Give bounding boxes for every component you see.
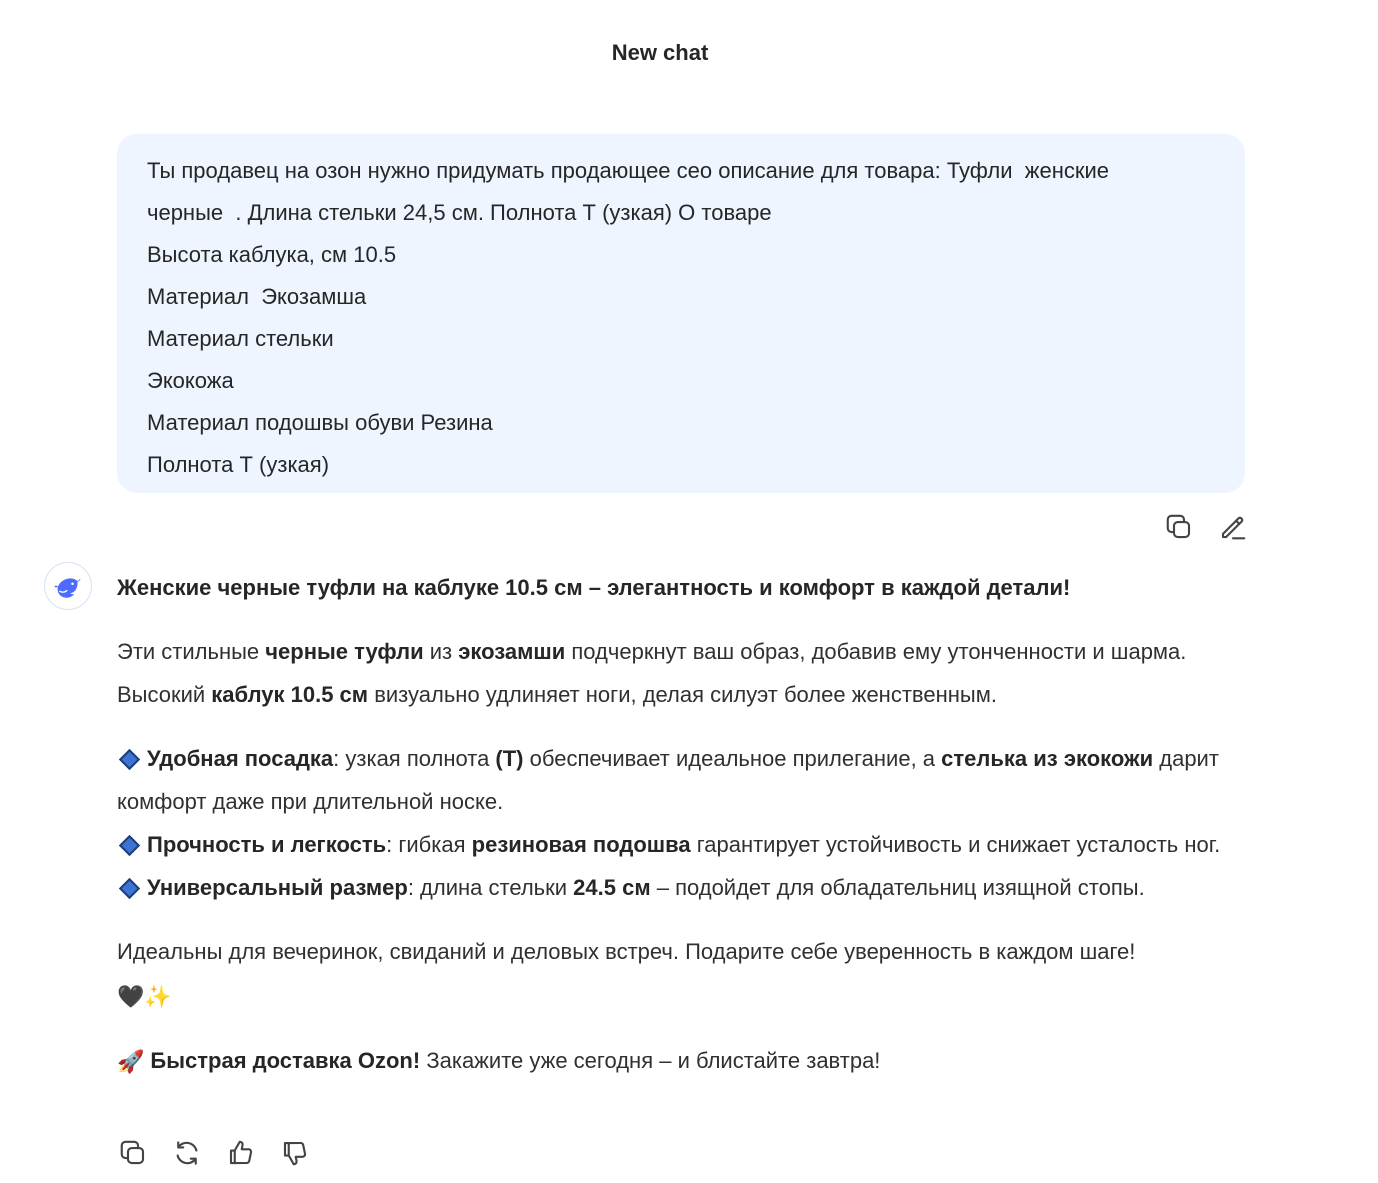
intro-text: из	[423, 639, 459, 664]
assistant-message	[117, 566, 1257, 1083]
intro-text: визуально удлиняет ноги, делая силуэт более женственным.	[368, 682, 997, 707]
assistant-avatar	[44, 562, 92, 610]
user-message-line: Материал стельки	[147, 326, 334, 351]
feature-text: : гибкая	[386, 832, 472, 857]
copy-icon	[1164, 512, 1194, 542]
feature-text: гарантирует устойчивость и снижает усталость ног.	[690, 832, 1221, 857]
user-message-actions	[1162, 510, 1250, 544]
feature-bold: 24.5 см	[573, 875, 651, 900]
rocket-icon: 🚀	[117, 1049, 145, 1075]
page-title: New chat	[611, 40, 709, 65]
feature-bold: резиновая подошва	[471, 832, 691, 857]
feature-bold: стелька из экокожи	[941, 746, 1154, 771]
feature-item	[117, 823, 1257, 866]
dislike-button[interactable]	[278, 1136, 312, 1170]
feature-text: обеспечивает идеальное прилегание, а	[523, 746, 942, 771]
user-message-line: Экокожа	[147, 368, 234, 393]
refresh-icon	[172, 1138, 202, 1168]
delivery-text: Закажите уже сегодня – и блистайте завтра!	[420, 1047, 881, 1073]
feature-text: : узкая полнота	[333, 746, 496, 771]
user-message-line: Ты продавец на озон нужно придумать продающее сео описание для товара: Туфли женские	[147, 158, 1110, 183]
feature-text: : длина стельки	[407, 875, 574, 900]
feature-item	[117, 737, 1257, 823]
feature-item	[117, 866, 1257, 909]
feature-text: – подойдет для обладательниц изящной стопы.	[650, 875, 1145, 900]
copy-answer-button[interactable]	[116, 1136, 150, 1170]
intro-bold: каблук 10.5 см	[211, 682, 369, 707]
user-message-line: Материал подошвы обуви Резина	[147, 410, 493, 435]
user-message-line: Высота каблука, см 10.5	[147, 242, 397, 267]
feature-text: дарит комфорт даже при длительной носке.	[117, 746, 1219, 814]
regenerate-button[interactable]	[170, 1136, 204, 1170]
intro-bold: черные туфли	[265, 639, 424, 664]
copy-button[interactable]	[1162, 510, 1196, 544]
edit-button[interactable]	[1216, 510, 1250, 544]
feature-title: Удобная посадка	[147, 746, 334, 771]
answer-outro	[117, 930, 1257, 1018]
delivery-bold: Быстрая доставка Ozon!	[150, 1047, 421, 1073]
assistant-message-actions	[116, 1136, 312, 1170]
copy-icon	[118, 1138, 148, 1168]
feature-title: Прочность и легкость	[147, 832, 387, 857]
thumbs-up-icon	[226, 1138, 256, 1168]
blue-diamond-icon	[119, 878, 140, 899]
blue-diamond-icon	[119, 835, 140, 856]
thumbs-down-icon	[280, 1138, 310, 1168]
intro-text: Эти стильные	[117, 639, 266, 664]
outro-text: Идеальны для вечеринок, свиданий и деловых встреч. Подарите себе уверенность в каждом шаге!	[117, 939, 1136, 964]
feature-bold: (Т)	[495, 746, 524, 771]
user-message-line: Материал Экозамша	[147, 284, 367, 309]
user-message-line: Полнота Т (узкая)	[147, 452, 330, 477]
like-button[interactable]	[224, 1136, 258, 1170]
intro-bold: экозамши	[458, 639, 566, 664]
answer-intro	[117, 630, 1257, 716]
user-message-bubble	[117, 134, 1245, 493]
blue-diamond-icon	[119, 749, 140, 770]
user-message-line: черные . Длина стельки 24,5 см. Полнота Т (узкая) О товаре	[147, 200, 772, 225]
heart-sparkles-emoji: 🖤✨	[117, 983, 172, 1009]
delivery-line	[117, 1039, 1257, 1084]
answer-heading: Женские черные туфли на каблуке 10.5 см – элегантность и комфорт в каждой детали!	[117, 575, 1071, 600]
pencil-icon	[1218, 512, 1248, 542]
feature-title: Универсальный размер	[147, 875, 408, 900]
intro-text: подчеркнут ваш образ, добавив ему утонченности и шарма. Высокий	[117, 639, 1187, 707]
deepseek-whale-icon	[50, 568, 86, 604]
